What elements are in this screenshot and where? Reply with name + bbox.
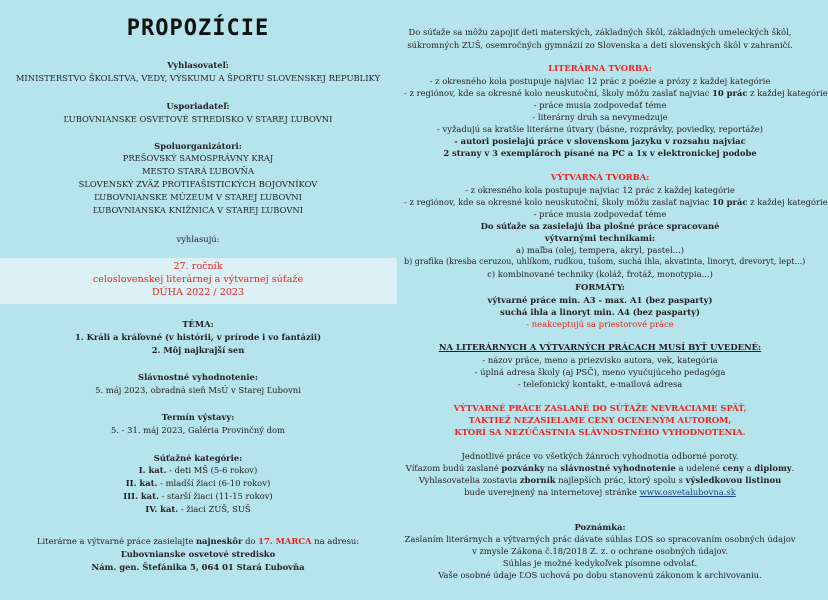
competition-name: celoslovenskej literárnej a výtvarnej súťaže <box>92 274 304 285</box>
art-rule: výtvarnými technikami: <box>544 233 656 243</box>
format-item: suchá ihla a linoryt min. A4 (bez pasparty) <box>500 307 700 317</box>
competition-year: DÚHA 2022 / 2023 <box>151 287 245 298</box>
coorganizer-item: ĽUBOVNIANSKA KNIŽNICA V STAREJ ĽUBOVNI <box>92 205 304 215</box>
technique-item: c) kombinované techniky (koláž, frotáž, monotypia...) <box>487 269 713 279</box>
art-rule: - z regiónov, kde sa okresné kolo neuskutoční, školy môžu zaslať najviac 10 prác z každej kategórie <box>404 197 828 207</box>
art-rule: - práce musia zodpovedať téme <box>533 209 667 219</box>
host: ĽUBOVNIANSKE OSVETOVÉ STREDISKO V STAREJ ĽUBOVNI <box>63 114 333 124</box>
address-line: Ľubovnianske osvetové stredisko <box>120 549 276 559</box>
label-item: - úplná adresa školy (aj PSČ), meno vyučujúceho pedagóga <box>474 367 726 377</box>
literary-rule: 2 strany v 3 exemplároch písané na PC a 1x v elektronickej podobe <box>443 148 757 158</box>
note-line: v zmysle Zákona č.18/2018 Z. z. o ochrane osobných údajov. <box>472 546 728 556</box>
note-heading: Poznámka: <box>574 522 626 532</box>
exhibition-details: 5. - 31. máj 2023, Galéria Provinčný dom <box>111 425 285 435</box>
theme-heading: TÉMA: <box>182 319 214 329</box>
labels-heading: NA LITERÁRNYCH A VÝTVARNÝCH PRÁCACH MUSÍ BYŤ UVEDENÉ: <box>438 342 762 352</box>
formats-heading: FORMÁTY: <box>575 282 625 292</box>
format-note: - neakceptujú sa priestorové práce <box>526 319 674 329</box>
proceedings-text: Vyhlasovatelia zostavia zborník najlepších prác, ktorý spolu s výsledkovou listinou <box>418 475 782 485</box>
coorganizer-item: SLOVENSKÝ ZVÄZ PROTIFAŠISTICKÝCH BOJOVNÍKOV <box>78 179 318 189</box>
intro-line: Do súťaže sa môžu zapojiť deti materských, základných škôl, základných umeleckých škôl, <box>408 27 792 37</box>
theme-item: 2. Môj najkrajší sen <box>151 345 245 355</box>
category-item: II. kat. - mladší žiaci (6-10 rokov) <box>125 478 271 488</box>
page-title: PROPOZÍCIE <box>126 16 270 41</box>
categories-heading: Súťažné kategórie: <box>153 453 243 463</box>
category-item: IV. kat. - žiaci ZUŠ, SUŠ <box>145 504 251 514</box>
ceremony-details: 5. máj 2023, obradná sieň MsÚ v Starej Ľubovni <box>95 385 301 395</box>
organizer: MINISTERSTVO ŠKOLSTVA, VEDY, VÝSKUMU A ŠPORTU SLOVENSKEJ REPUBLIKY <box>15 73 381 83</box>
winners-text: Víťazom budú zaslané pozvánky na slávnostné vyhodnotenie a udelené ceny a diplomy. <box>405 463 795 473</box>
address-line: Nám. gen. Štefánika 5, 064 01 Stará Ľubovňa <box>91 562 305 572</box>
coorganizer-item: ĽUBOVNIANSKE MÚZEUM V STAREJ ĽUBOVNI <box>94 192 302 202</box>
literary-rule: - z regiónov, kde sa okresné kolo neuskutoční, školy môžu zaslať najviac 10 prác z každej kategórie <box>404 88 828 98</box>
art-rule: Do súťaže sa zasielajú iba plošné práce spracované <box>480 221 720 231</box>
host-heading: Usporiadateľ: <box>166 101 230 111</box>
warning-line: TAKTIEŽ NEZASIELAME CENY OCENENÝM AUTOROM, <box>468 415 732 425</box>
label-item: - telefonický kontakt, e-mailová adresa <box>517 379 683 389</box>
literary-rule: - z okresného kola postupuje najviac 12 prác z poézie a prózy z každej kategórie <box>429 76 771 86</box>
coorganizers-heading: Spoluorganizátori: <box>154 141 242 151</box>
category-item: III. kat. - starší žiaci (11-15 rokov) <box>123 491 273 501</box>
intro-line: súkromných ZUŠ, osemročných gymnázií zo Slovenska a deti slovenských škôl v zahraničí. <box>407 40 793 50</box>
ceremony-heading: Slávnostné vyhodnotenie: <box>138 372 258 382</box>
art-rule: - z okresného kola postupuje najviac 12 prác z každej kategórie <box>465 185 735 195</box>
website-link[interactable]: www.osvetalubovna.sk <box>639 487 736 497</box>
art-heading: VÝTVARNÁ TVORBA: <box>550 172 650 182</box>
publication-text: bude uverejnený na internetovej stránke www.osvetalubovna.sk <box>464 487 736 497</box>
coorganizer-item: MESTO STARÁ ĽUBOVŇA <box>141 166 255 176</box>
warning-line: KTORÍ SA NEZÚČASTNIA SLÁVNOSTNÉHO VYHODNOTENIA. <box>454 427 746 437</box>
label-item: - názov práce, meno a priezvisko autora, vek, kategória <box>482 355 718 365</box>
literary-rule: - vyžadujú sa kratšie literárne útvary (básne, rozprávky, poviedky, reportáže) <box>437 124 763 134</box>
announce-text: vyhlasujú: <box>176 234 220 244</box>
literary-heading: LITERÁRNA TVORBA: <box>548 63 652 73</box>
technique-item: b) grafika (kresba ceruzou, uhlíkom, rudkou, tušom, suchá ihla, akvatinta, linoryt, drevoryt, lept...) <box>404 257 806 266</box>
jury-text: Jednotlivé práce vo všetkých žánroch vyhodnotia odborné poroty. <box>461 451 739 461</box>
note-line: Zaslaním literárnych a výtvarných prác dávate súhlas ĽOS so spracovaním osobných údajov <box>404 534 796 544</box>
theme-item: 1. Králi a kráľovné (v histórii, v prírode i vo fantázii) <box>74 332 322 342</box>
literary-rule: - práce musia zodpovedať téme <box>533 100 667 110</box>
organizer-heading: Vyhlasovateľ: <box>167 60 229 70</box>
competition-edition: 27. ročník <box>173 261 223 272</box>
literary-rule: - autori posielajú práce v slovenskom jazyku v rozsahu najviac <box>454 136 746 146</box>
format-item: výtvarné práce min. A3 - max. A1 (bez pasparty) <box>487 295 713 305</box>
technique-item: a) maľba (olej, tempera, akryl, pastel...) <box>515 245 685 255</box>
category-item: I. kat. - deti MŠ (5-6 rokov) <box>138 465 258 475</box>
coorganizer-item: PREŠOVSKÝ SAMOSPRÁVNY KRAJ <box>122 153 274 163</box>
warning-line: VÝTVARNÉ PRÁCE ZASLANÉ DO SÚŤAŽE NEVRACIAME SPÄŤ, <box>453 403 747 413</box>
exhibition-heading: Termín výstavy: <box>161 412 235 422</box>
literary-rule: - literárny druh sa nevymedzuje <box>532 112 668 122</box>
deadline-text: Literárne a výtvarné práce zasielajte najneskôr do 17. MARCA na adresu: <box>36 536 360 546</box>
note-line: Súhlas je možné kedykoľvek písomne odvolať. <box>502 558 698 568</box>
note-line: Vaše osobné údaje ĽOS uchová po dobu stanovenú zákonom k archivovaniu. <box>438 570 762 580</box>
